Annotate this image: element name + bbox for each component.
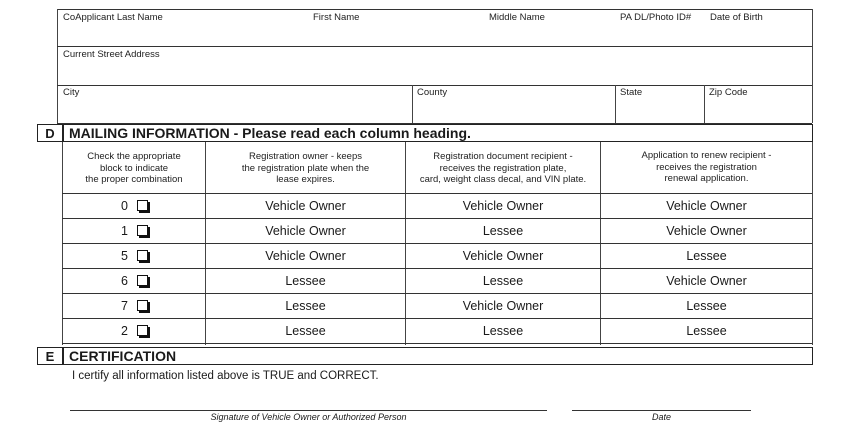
county-label: County <box>417 87 448 98</box>
combination-code: 7 <box>121 299 128 313</box>
combination-code: 1 <box>121 224 128 238</box>
date-field[interactable] <box>572 388 751 410</box>
document-recipient-cell: Lessee <box>482 274 524 288</box>
street-address-field[interactable] <box>58 61 812 85</box>
current-street-address-label: Current Street Address <box>63 49 160 60</box>
signature-line <box>70 410 547 411</box>
table-right-border <box>812 142 813 345</box>
combination-code: 2 <box>121 324 128 338</box>
pa-dl-photo-id-label: PA DL/Photo ID# <box>620 12 692 23</box>
header-line: Check the appropriate <box>87 151 181 162</box>
header-line: renewal application. <box>664 173 749 184</box>
coapplicant-last-name-label: CoApplicant Last Name <box>63 12 163 23</box>
section-d-title: MAILING INFORMATION - Please read each column heading. <box>69 125 471 141</box>
row-divider <box>62 343 812 344</box>
registration-owner-cell: Vehicle Owner <box>265 199 346 213</box>
combination-checkbox[interactable] <box>137 200 148 211</box>
header-line: the proper combination <box>85 174 183 185</box>
header-line: Registration document recipient - <box>433 151 573 162</box>
zip-code-field[interactable] <box>705 99 811 122</box>
renewal-recipient-cell: Vehicle Owner <box>666 224 747 238</box>
document-recipient-cell: Vehicle Owner <box>462 299 544 313</box>
document-recipient-cell: Vehicle Owner <box>462 249 544 263</box>
renewal-recipient-cell: Lessee <box>686 324 727 338</box>
state-label: State <box>620 87 643 98</box>
signature-field[interactable] <box>70 388 547 410</box>
column-header-document-recipient <box>406 151 600 186</box>
document-recipient-cell: Lessee <box>482 224 524 238</box>
header-line: receives the registration <box>656 161 757 173</box>
registration-owner-cell: Lessee <box>285 274 326 288</box>
column-header-renewal-recipient <box>601 150 812 185</box>
county-field[interactable] <box>413 99 614 122</box>
document-recipient-cell: Lessee <box>482 324 524 338</box>
header-line: lease expires. <box>276 174 335 185</box>
header-line: Application to renew recipient - <box>641 150 772 161</box>
header-line: the registration plate when the <box>241 162 370 174</box>
section-d-letter: D <box>37 124 63 142</box>
section-e-letter: E <box>37 347 63 365</box>
combination-code: 0 <box>121 199 128 213</box>
middle-name-label: Middle Name <box>489 12 545 23</box>
combination-checkbox[interactable] <box>137 225 148 236</box>
zip-code-label: Zip Code <box>709 87 748 98</box>
date-line <box>572 410 751 411</box>
header-line: block to indicate <box>99 162 169 174</box>
renewal-recipient-cell: Lessee <box>686 249 727 263</box>
divider <box>57 85 812 86</box>
certification-statement: I certify all information listed above is TRUE and CORRECT. <box>72 370 379 382</box>
column-header-check <box>63 151 205 186</box>
state-field[interactable] <box>616 99 703 122</box>
divider <box>57 46 812 47</box>
header-line: Registration owner - keeps <box>249 151 362 162</box>
renewal-recipient-cell: Vehicle Owner <box>666 199 747 213</box>
date-of-birth-label: Date of Birth <box>710 12 763 23</box>
coapplicant-name-field[interactable] <box>58 24 812 46</box>
registration-owner-cell: Lessee <box>285 299 326 313</box>
combination-checkbox[interactable] <box>137 250 148 261</box>
registration-owner-cell: Vehicle Owner <box>265 224 346 238</box>
combination-code: 5 <box>121 249 128 263</box>
date-label: Date <box>651 412 671 422</box>
city-label: City <box>63 87 80 98</box>
renewal-recipient-cell: Lessee <box>686 299 727 313</box>
signature-label: Signature of Vehicle Owner or Authorized Person <box>210 412 407 422</box>
first-name-label: First Name <box>313 12 360 23</box>
top-border <box>57 9 812 10</box>
header-line: card, weight class decal, and VIN plate. <box>419 174 587 185</box>
combination-checkbox[interactable] <box>137 325 148 336</box>
header-line: receives the registration plate, <box>439 162 567 174</box>
registration-owner-cell: Lessee <box>285 324 326 338</box>
section-e-title: CERTIFICATION <box>69 348 177 364</box>
column-header-registration-owner <box>206 151 405 186</box>
form-right-border <box>812 9 813 123</box>
combination-checkbox[interactable] <box>137 275 148 286</box>
combination-code: 6 <box>121 274 128 288</box>
combination-checkbox[interactable] <box>137 300 148 311</box>
registration-owner-cell: Vehicle Owner <box>265 249 346 263</box>
city-field[interactable] <box>58 99 411 122</box>
document-recipient-cell: Vehicle Owner <box>462 199 544 213</box>
renewal-recipient-cell: Vehicle Owner <box>666 274 747 288</box>
